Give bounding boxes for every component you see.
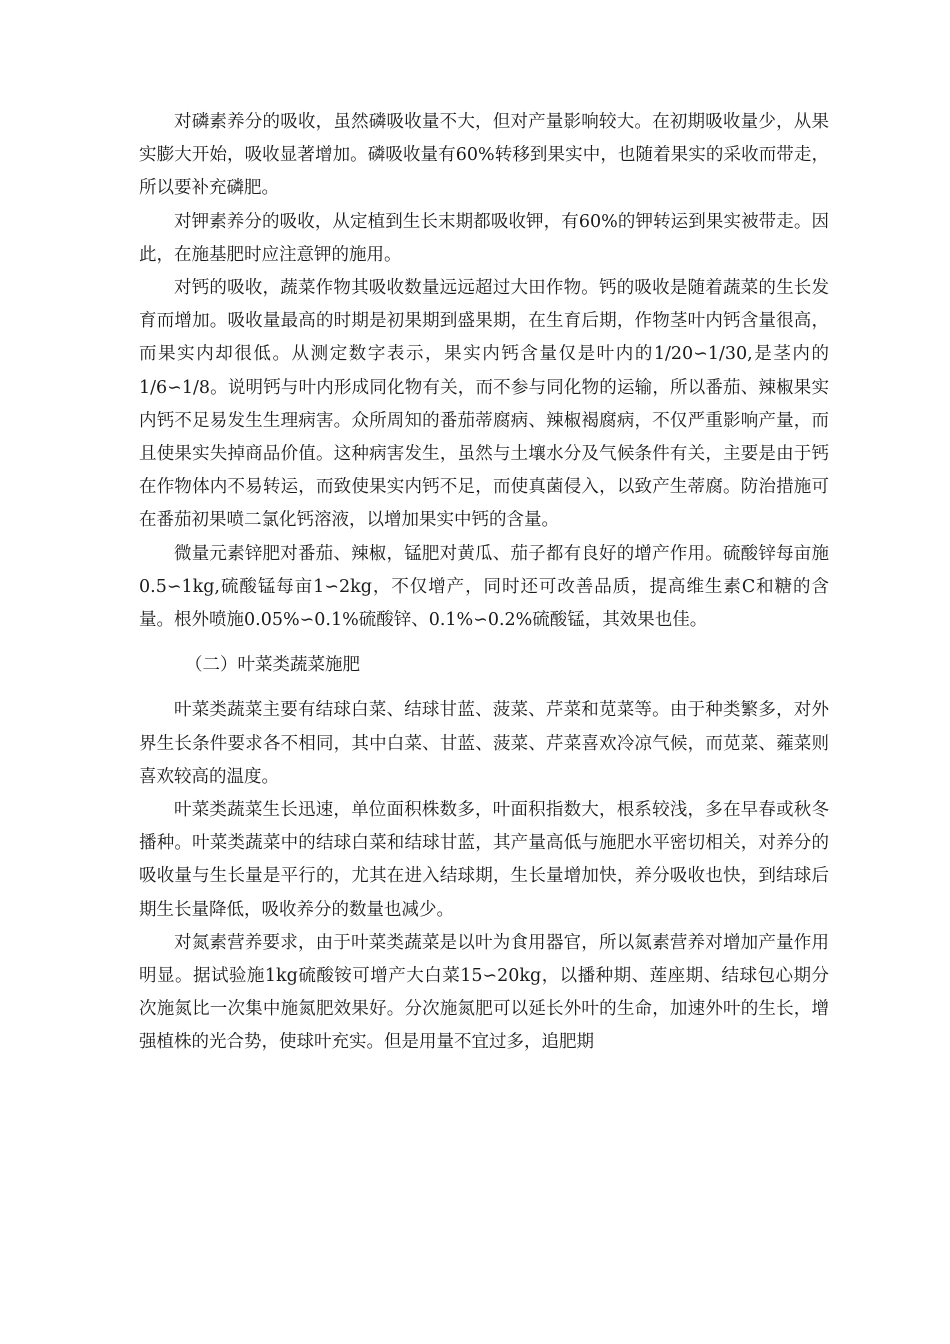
document-body bbox=[139, 106, 829, 1060]
section-heading: （二）叶菜类蔬菜施肥 bbox=[185, 655, 360, 676]
paragraph-nitrogen: 对氮素营养要求，由于叶菜类蔬菜是以叶为食用器官，所以氮素营养对增加产量作用明显。据试验施1kg硫酸铵可增产大白菜15∽20kg，以播种期、莲座期、结球包心期分次施氮比一次集中施氮肥效果好。分次施氮肥可以延长外叶的生命，加速外叶的生长，增强植株的光合势，使球叶充实。但是用量不宜过多，追肥期 bbox=[139, 932, 829, 1053]
paragraph-leafy-vegetables-growth: 叶菜类蔬菜生长迅速，单位面积株数多，叶面积指数大，根系较浅，多在早春或秋冬播种。叶菜类蔬菜中的结球白菜和结球甘蓝，其产量高低与施肥水平密切相关，对养分的吸收量与生长量是平行的，尤其在进入结球期，生长量增加快，养分吸收也快，到结球后期生长量降低，吸收养分的数量也减少。 bbox=[139, 800, 829, 920]
paragraph-leafy-vegetables-intro: 叶菜类蔬菜主要有结球白菜、结球甘蓝、菠菜、芹菜和苋菜等。由于种类繁多，对外界生长条件要求各不相同，其中白菜、甘蓝、菠菜、芹菜喜欢冷凉气候，而苋菜、蕹菜则喜欢较高的温度。 bbox=[139, 700, 829, 787]
paragraph-potassium: 对钾素养分的吸收，从定植到生长末期都吸收钾，有60%的钾转运到果实被带走。因此，在施基肥时应注意钾的施用。 bbox=[139, 211, 829, 265]
paragraph-calcium: 对钙的吸收，蔬菜作物其吸收数量远远超过大田作物。钙的吸收是随着蔬菜的生长发育而增加。吸收量最高的时期是初果期到盛果期，在生育后期，作物茎叶内钙含量很高，而果实内却很低。从测定数字表示，果实内钙含量仅是叶内的1/20∽1/30,是茎内的1/6∽1/8。说明钙与叶内形成同化物有关，而不参与同化物的运输，所以番茄、辣椒果实内钙不足易发生生理病害。众所周知的番茄蒂腐病、辣椒褐腐病，不仅严重影响产量，而且使果实失掉商品价值。这种病害发生，虽然与土壤水分及气候条件有关，主要是由于钙在作物体内不易转运，而致使果实内钙不足，而使真菌侵入，以致产生蒂腐。防治措施可在番茄初果喷二氯化钙溶液，以增加果实中钙的含量。 bbox=[139, 278, 829, 531]
paragraph-phosphorus: 对磷素养分的吸收，虽然磷吸收量不大，但对产量影响较大。在初期吸收量少，从果实膨大开始，吸收显著增加。磷吸收量有60%转移到果实中，也随着果实的采收而带走，所以要补充磷肥。 bbox=[139, 112, 829, 199]
paragraph-trace-elements: 微量元素锌肥对番茄、辣椒，锰肥对黄瓜、茄子都有良好的增产作用。硫酸锌每亩施0.5∽1kg,硫酸锰每亩1∽2kg，不仅增产，同时还可改善品质，提高维生素C和糖的含量。根外喷施0.05%∽0.1%硫酸锌、0.1%∽0.2%硫酸锰，其效果也佳。 bbox=[139, 543, 829, 631]
